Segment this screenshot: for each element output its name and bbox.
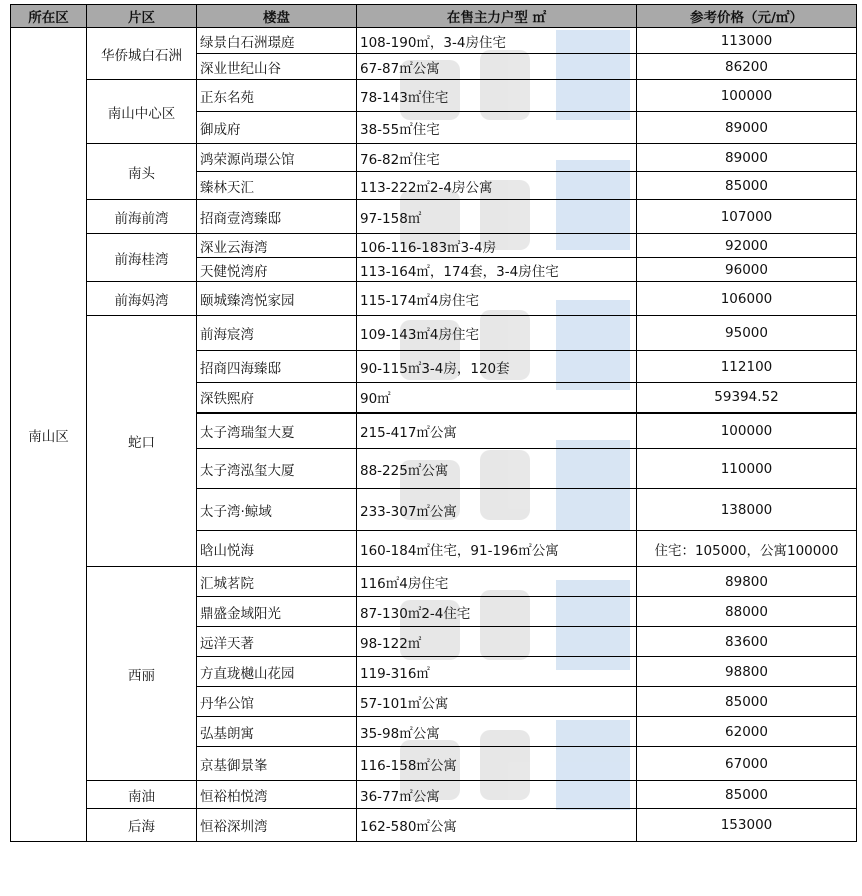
unit-type-cell: 108-190㎡，3-4房住宅 [357, 28, 637, 54]
price-cell: 88000 [637, 597, 857, 627]
unit-type-cell: 109-143㎡4房住宅 [357, 316, 637, 351]
project-cell: 招商壹湾臻邸 [197, 200, 357, 234]
project-cell: 恒裕深圳湾 [197, 809, 357, 842]
project-cell: 远洋天著 [197, 627, 357, 657]
unit-type-cell: 35-98㎡公寓 [357, 717, 637, 747]
area-cell: 华侨城白石洲 [87, 28, 197, 80]
price-cell: 85000 [637, 172, 857, 200]
area-cell: 前海桂湾 [87, 234, 197, 282]
table-row [11, 80, 857, 112]
table-row [11, 200, 857, 234]
unit-type-cell: 113-222㎡2-4房公寓 [357, 172, 637, 200]
unit-type-cell: 38-55㎡住宅 [357, 112, 637, 144]
project-cell: 太子湾泓玺大厦 [197, 449, 357, 489]
project-cell: 鸿荣源尚璟公馆 [197, 144, 357, 172]
price-cell: 83600 [637, 627, 857, 657]
unit-type-cell: 116㎡4房住宅 [357, 567, 637, 597]
project-cell: 丹华公馆 [197, 687, 357, 717]
price-cell: 107000 [637, 200, 857, 234]
area-cell: 南头 [87, 144, 197, 200]
unit-type-cell: 76-82㎡住宅 [357, 144, 637, 172]
area-cell: 前海前湾 [87, 200, 197, 234]
price-cell: 85000 [637, 687, 857, 717]
price-cell: 住宅：105000，公寓100000 [637, 531, 857, 567]
table-row [11, 567, 857, 597]
unit-type-cell: 78-143㎡住宅 [357, 80, 637, 112]
project-cell: 方直珑樾山花园 [197, 657, 357, 687]
unit-type-cell: 233-307㎡公寓 [357, 489, 637, 531]
table-row [11, 316, 857, 351]
table-row [11, 282, 857, 316]
unit-type-cell: 90-115㎡3-4房，120套 [357, 351, 637, 383]
price-cell: 100000 [637, 80, 857, 112]
table-row [11, 781, 857, 809]
project-cell: 深业世纪山谷 [197, 54, 357, 80]
table-row [11, 144, 857, 172]
project-cell: 太子湾瑞玺大夏 [197, 413, 357, 449]
unit-type-cell: 215-417㎡公寓 [357, 413, 637, 449]
unit-type-cell: 87-130㎡2-4住宅 [357, 597, 637, 627]
unit-type-cell: 98-122㎡ [357, 627, 637, 657]
unit-type-cell: 57-101㎡公寓 [357, 687, 637, 717]
unit-type-cell: 115-174㎡4房住宅 [357, 282, 637, 316]
project-cell: 正东名苑 [197, 80, 357, 112]
price-cell: 96000 [637, 258, 857, 282]
district-cell: 南山区 [11, 28, 87, 842]
unit-type-cell: 67-87㎡公寓 [357, 54, 637, 80]
project-cell: 京基御景峯 [197, 747, 357, 781]
price-cell: 67000 [637, 747, 857, 781]
project-cell: 晗山悦海 [197, 531, 357, 567]
unit-type-cell: 88-225㎡公寓 [357, 449, 637, 489]
price-cell: 138000 [637, 489, 857, 531]
price-cell: 86200 [637, 54, 857, 80]
project-cell: 弘基朗寓 [197, 717, 357, 747]
header-district: 所在区 [11, 5, 87, 28]
price-cell: 85000 [637, 781, 857, 809]
area-cell: 后海 [87, 809, 197, 842]
area-cell: 南油 [87, 781, 197, 809]
header-project: 楼盘 [197, 5, 357, 28]
property-table [10, 4, 857, 842]
unit-type-cell: 90㎡ [357, 383, 637, 413]
unit-type-cell: 162-580㎡公寓 [357, 809, 637, 842]
price-cell: 112100 [637, 351, 857, 383]
price-cell: 59394.52 [637, 383, 857, 413]
price-cell: 98800 [637, 657, 857, 687]
project-cell: 鼎盛金域阳光 [197, 597, 357, 627]
area-cell: 前海妈湾 [87, 282, 197, 316]
unit-type-cell: 36-77㎡公寓 [357, 781, 637, 809]
price-cell: 106000 [637, 282, 857, 316]
unit-type-cell: 116-158㎡公寓 [357, 747, 637, 781]
project-cell: 前海宸湾 [197, 316, 357, 351]
table-row [11, 28, 857, 54]
table-header-row [11, 5, 857, 28]
area-cell: 南山中心区 [87, 80, 197, 144]
project-cell: 招商四海臻邸 [197, 351, 357, 383]
unit-type-cell: 97-158㎡ [357, 200, 637, 234]
price-cell: 89800 [637, 567, 857, 597]
table-row [11, 234, 857, 258]
price-cell: 89000 [637, 112, 857, 144]
header-area: 片区 [87, 5, 197, 28]
price-cell: 113000 [637, 28, 857, 54]
unit-type-cell: 113-164㎡，174套，3-4房住宅 [357, 258, 637, 282]
project-cell: 恒裕柏悦湾 [197, 781, 357, 809]
table-row [11, 809, 857, 842]
project-cell: 汇城茗院 [197, 567, 357, 597]
area-cell: 西丽 [87, 567, 197, 781]
price-cell: 62000 [637, 717, 857, 747]
project-cell: 臻林天汇 [197, 172, 357, 200]
price-cell: 89000 [637, 144, 857, 172]
price-cell: 92000 [637, 234, 857, 258]
price-cell: 110000 [637, 449, 857, 489]
price-cell: 100000 [637, 413, 857, 449]
project-cell: 深铁熙府 [197, 383, 357, 413]
price-cell: 153000 [637, 809, 857, 842]
header-price: 参考价格（元/㎡） [637, 5, 857, 28]
project-cell: 天健悦湾府 [197, 258, 357, 282]
project-cell: 太子湾·鲸域 [197, 489, 357, 531]
unit-type-cell: 119-316㎡ [357, 657, 637, 687]
project-cell: 绿景白石洲璟庭 [197, 28, 357, 54]
unit-type-cell: 106-116-183㎡3-4房 [357, 234, 637, 258]
project-cell: 深业云海湾 [197, 234, 357, 258]
project-cell: 御成府 [197, 112, 357, 144]
price-cell: 95000 [637, 316, 857, 351]
area-cell: 蛇口 [87, 316, 197, 567]
header-unit-type: 在售主力户型 ㎡ [357, 5, 637, 28]
unit-type-cell: 160-184㎡住宅，91-196㎡公寓 [357, 531, 637, 567]
project-cell: 颐城臻湾悦家园 [197, 282, 357, 316]
